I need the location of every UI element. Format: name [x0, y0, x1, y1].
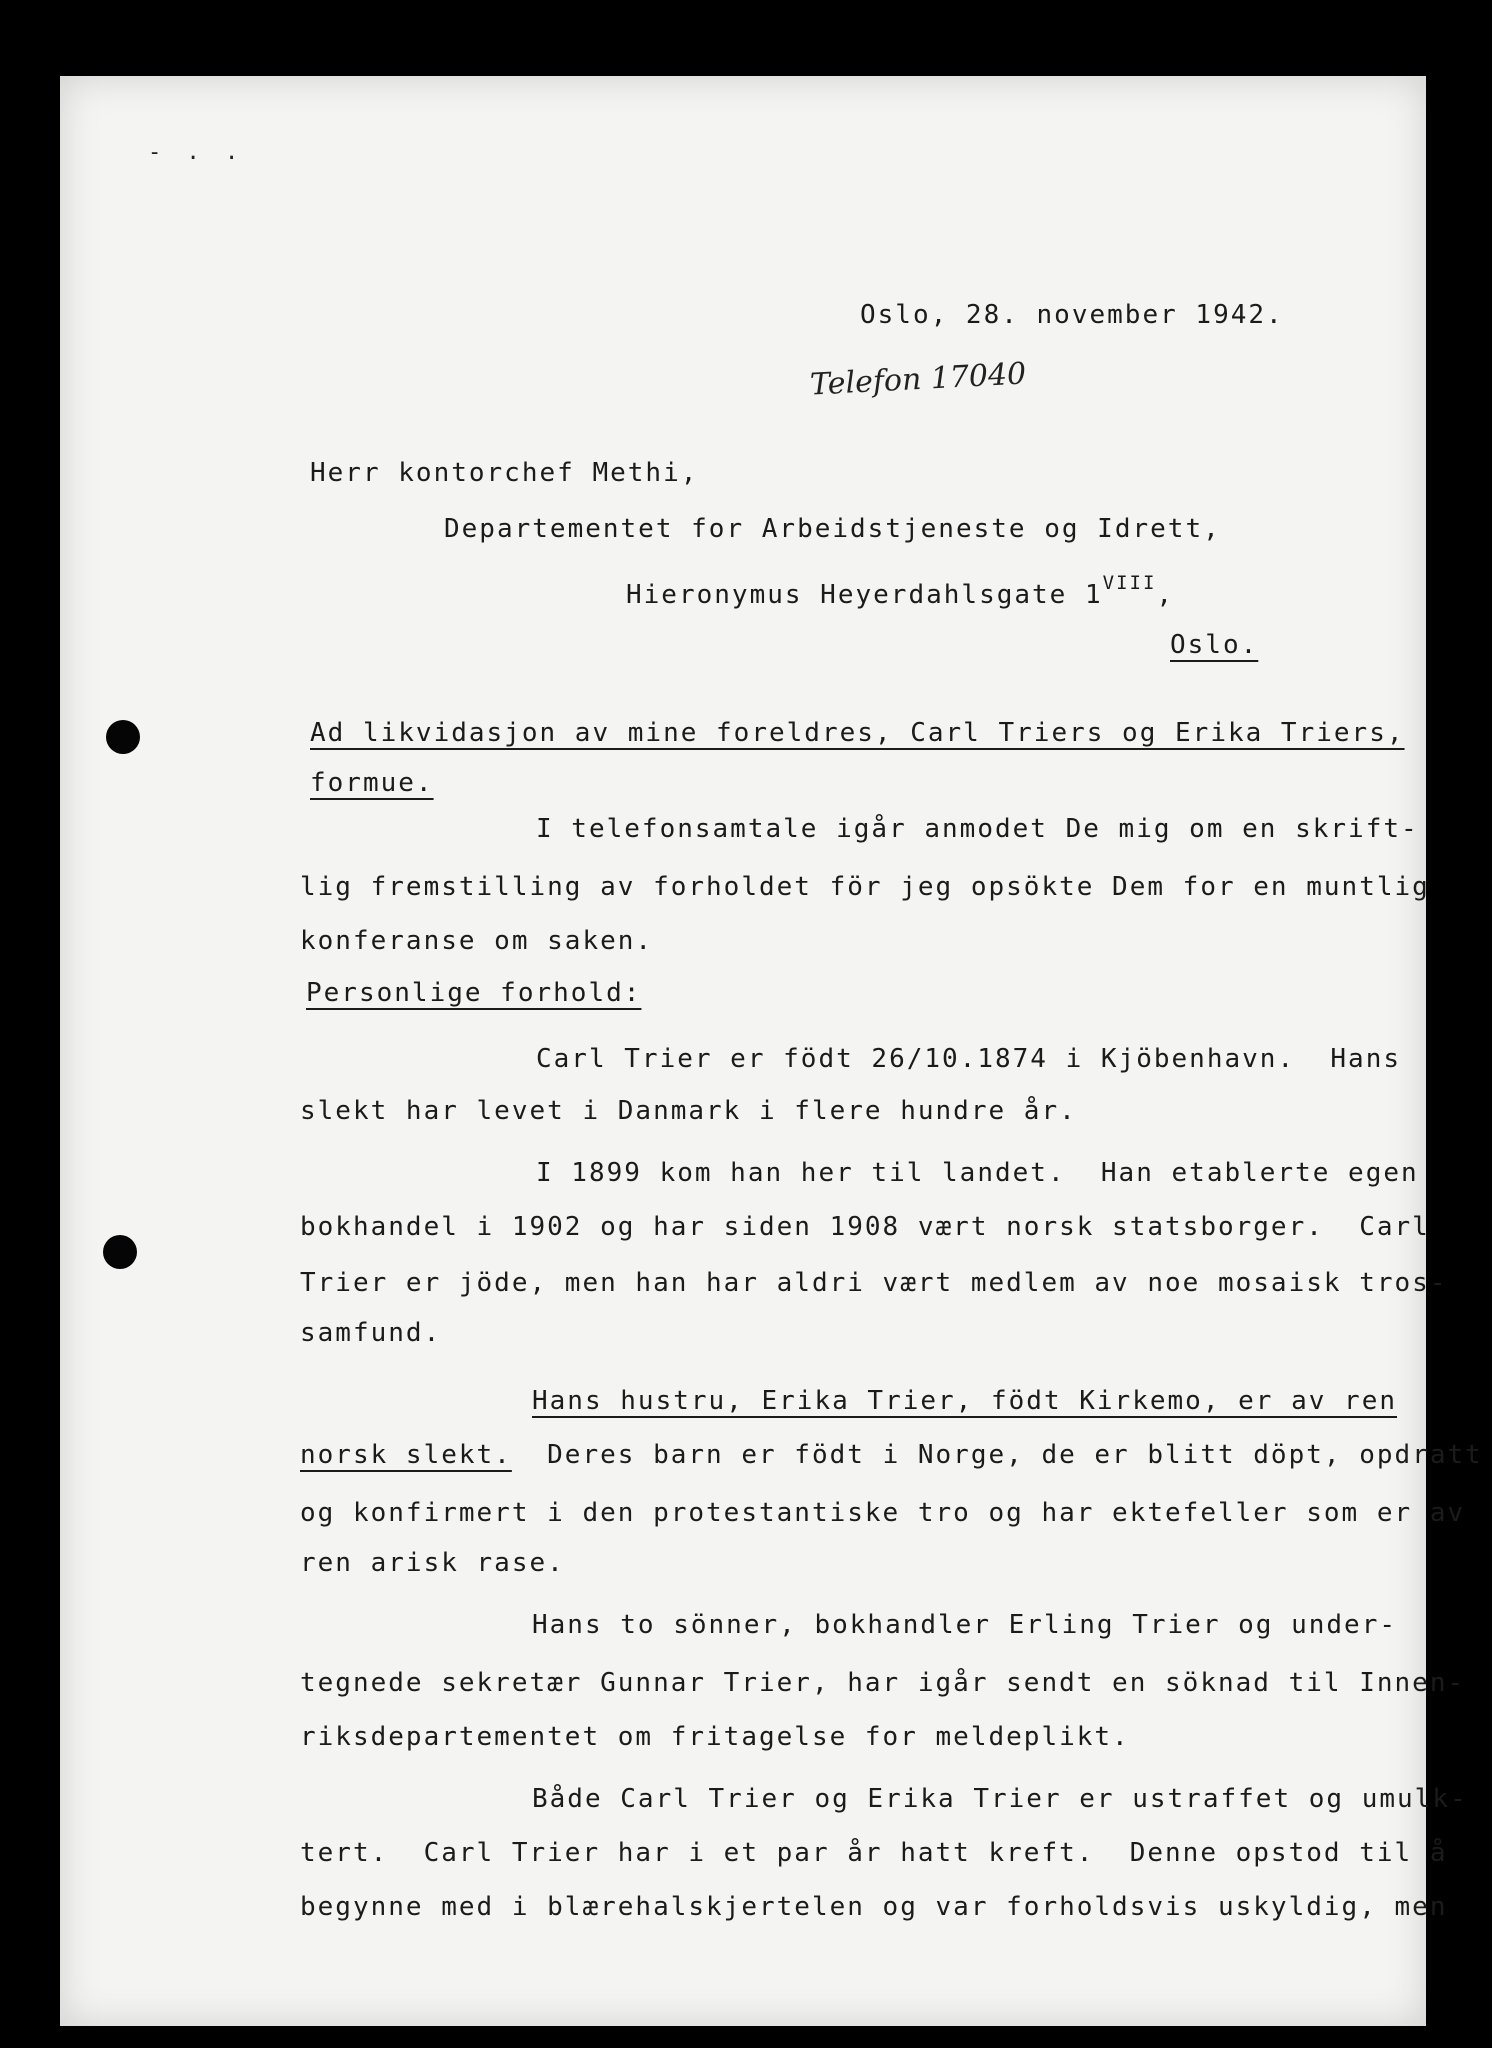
handwritten-phone: Telefon 17040	[809, 356, 1028, 403]
body-line: og konfirmert i den protestantiske tro og har ektefeller som er av	[300, 1498, 1466, 1528]
section-heading: Personlige forhold:	[306, 978, 642, 1008]
address-comma: ,	[1156, 580, 1175, 610]
body-line: slekt har levet i Danmark i flere hundre år.	[300, 1096, 1077, 1126]
subject-line-1: Ad likvidasjon av mine foreldres, Carl Triers og Erika Triers,	[310, 718, 1405, 748]
body-line: lig fremstilling av forholdet för jeg opsökte Dem for en muntlig	[300, 872, 1430, 902]
body-line: samfund.	[300, 1318, 442, 1348]
top-mark: - . .	[148, 140, 245, 165]
body-line: begynne med i blærehalskjertelen og var forholdsvis uskyldig, men	[300, 1892, 1448, 1922]
body-line: I 1899 kom han her til landet. Han etablerte egen	[536, 1158, 1419, 1188]
body-line: konferanse om saken.	[300, 926, 654, 956]
body-line: Carl Trier er födt 26/10.1874 i Kjöbenhavn. Hans	[536, 1044, 1402, 1074]
body-line: ren arisk rase.	[300, 1548, 565, 1578]
punch-hole-top	[106, 720, 140, 754]
body-line: Trier er jöde, men han har aldri vært medlem av noe mosaisk tros-	[300, 1268, 1448, 1298]
body-line-underlined: Hans hustru, Erika Trier, födt Kirkemo, er av ren	[532, 1386, 1398, 1416]
addressee-line-1: Herr kontorchef Methi,	[310, 458, 699, 488]
body-line: I telefonsamtale igår anmodet De mig om en skrift-	[536, 814, 1419, 844]
body-line: tert. Carl Trier har i et par år hatt kreft. Denne opstod til å	[300, 1838, 1448, 1868]
body-line: tegnede sekretær Gunnar Trier, har igår sendt en söknad til Innen-	[300, 1668, 1466, 1698]
body-line	[300, 1442, 1483, 1468]
subject-line-2: formue.	[310, 768, 434, 798]
date-line: Oslo, 28. november 1942.	[860, 300, 1284, 330]
punch-hole-bottom	[103, 1235, 137, 1269]
underlined-phrase: norsk slekt.	[300, 1440, 512, 1470]
addressee-line-2: Departementet for Arbeidstjeneste og Idrett,	[444, 514, 1221, 544]
addressee-line-3	[626, 574, 1174, 608]
address-floor: VIII	[1102, 572, 1157, 594]
body-line: Hans to sönner, bokhandler Erling Trier og under-	[532, 1610, 1398, 1640]
body-line: Både Carl Trier og Erika Trier er ustraffet og umulk-	[532, 1784, 1468, 1814]
body-line: riksdepartementet om fritagelse for meldeplikt.	[300, 1722, 1130, 1752]
body-line: bokhandel i 1902 og har siden 1908 vært norsk statsborger. Carl	[300, 1212, 1430, 1242]
address-street: Hieronymus Heyerdahlsgate 1	[626, 580, 1103, 610]
body-text: Deres barn er födt i Norge, de er blitt döpt, opdratt	[511, 1440, 1483, 1470]
addressee-city: Oslo.	[1170, 630, 1259, 660]
